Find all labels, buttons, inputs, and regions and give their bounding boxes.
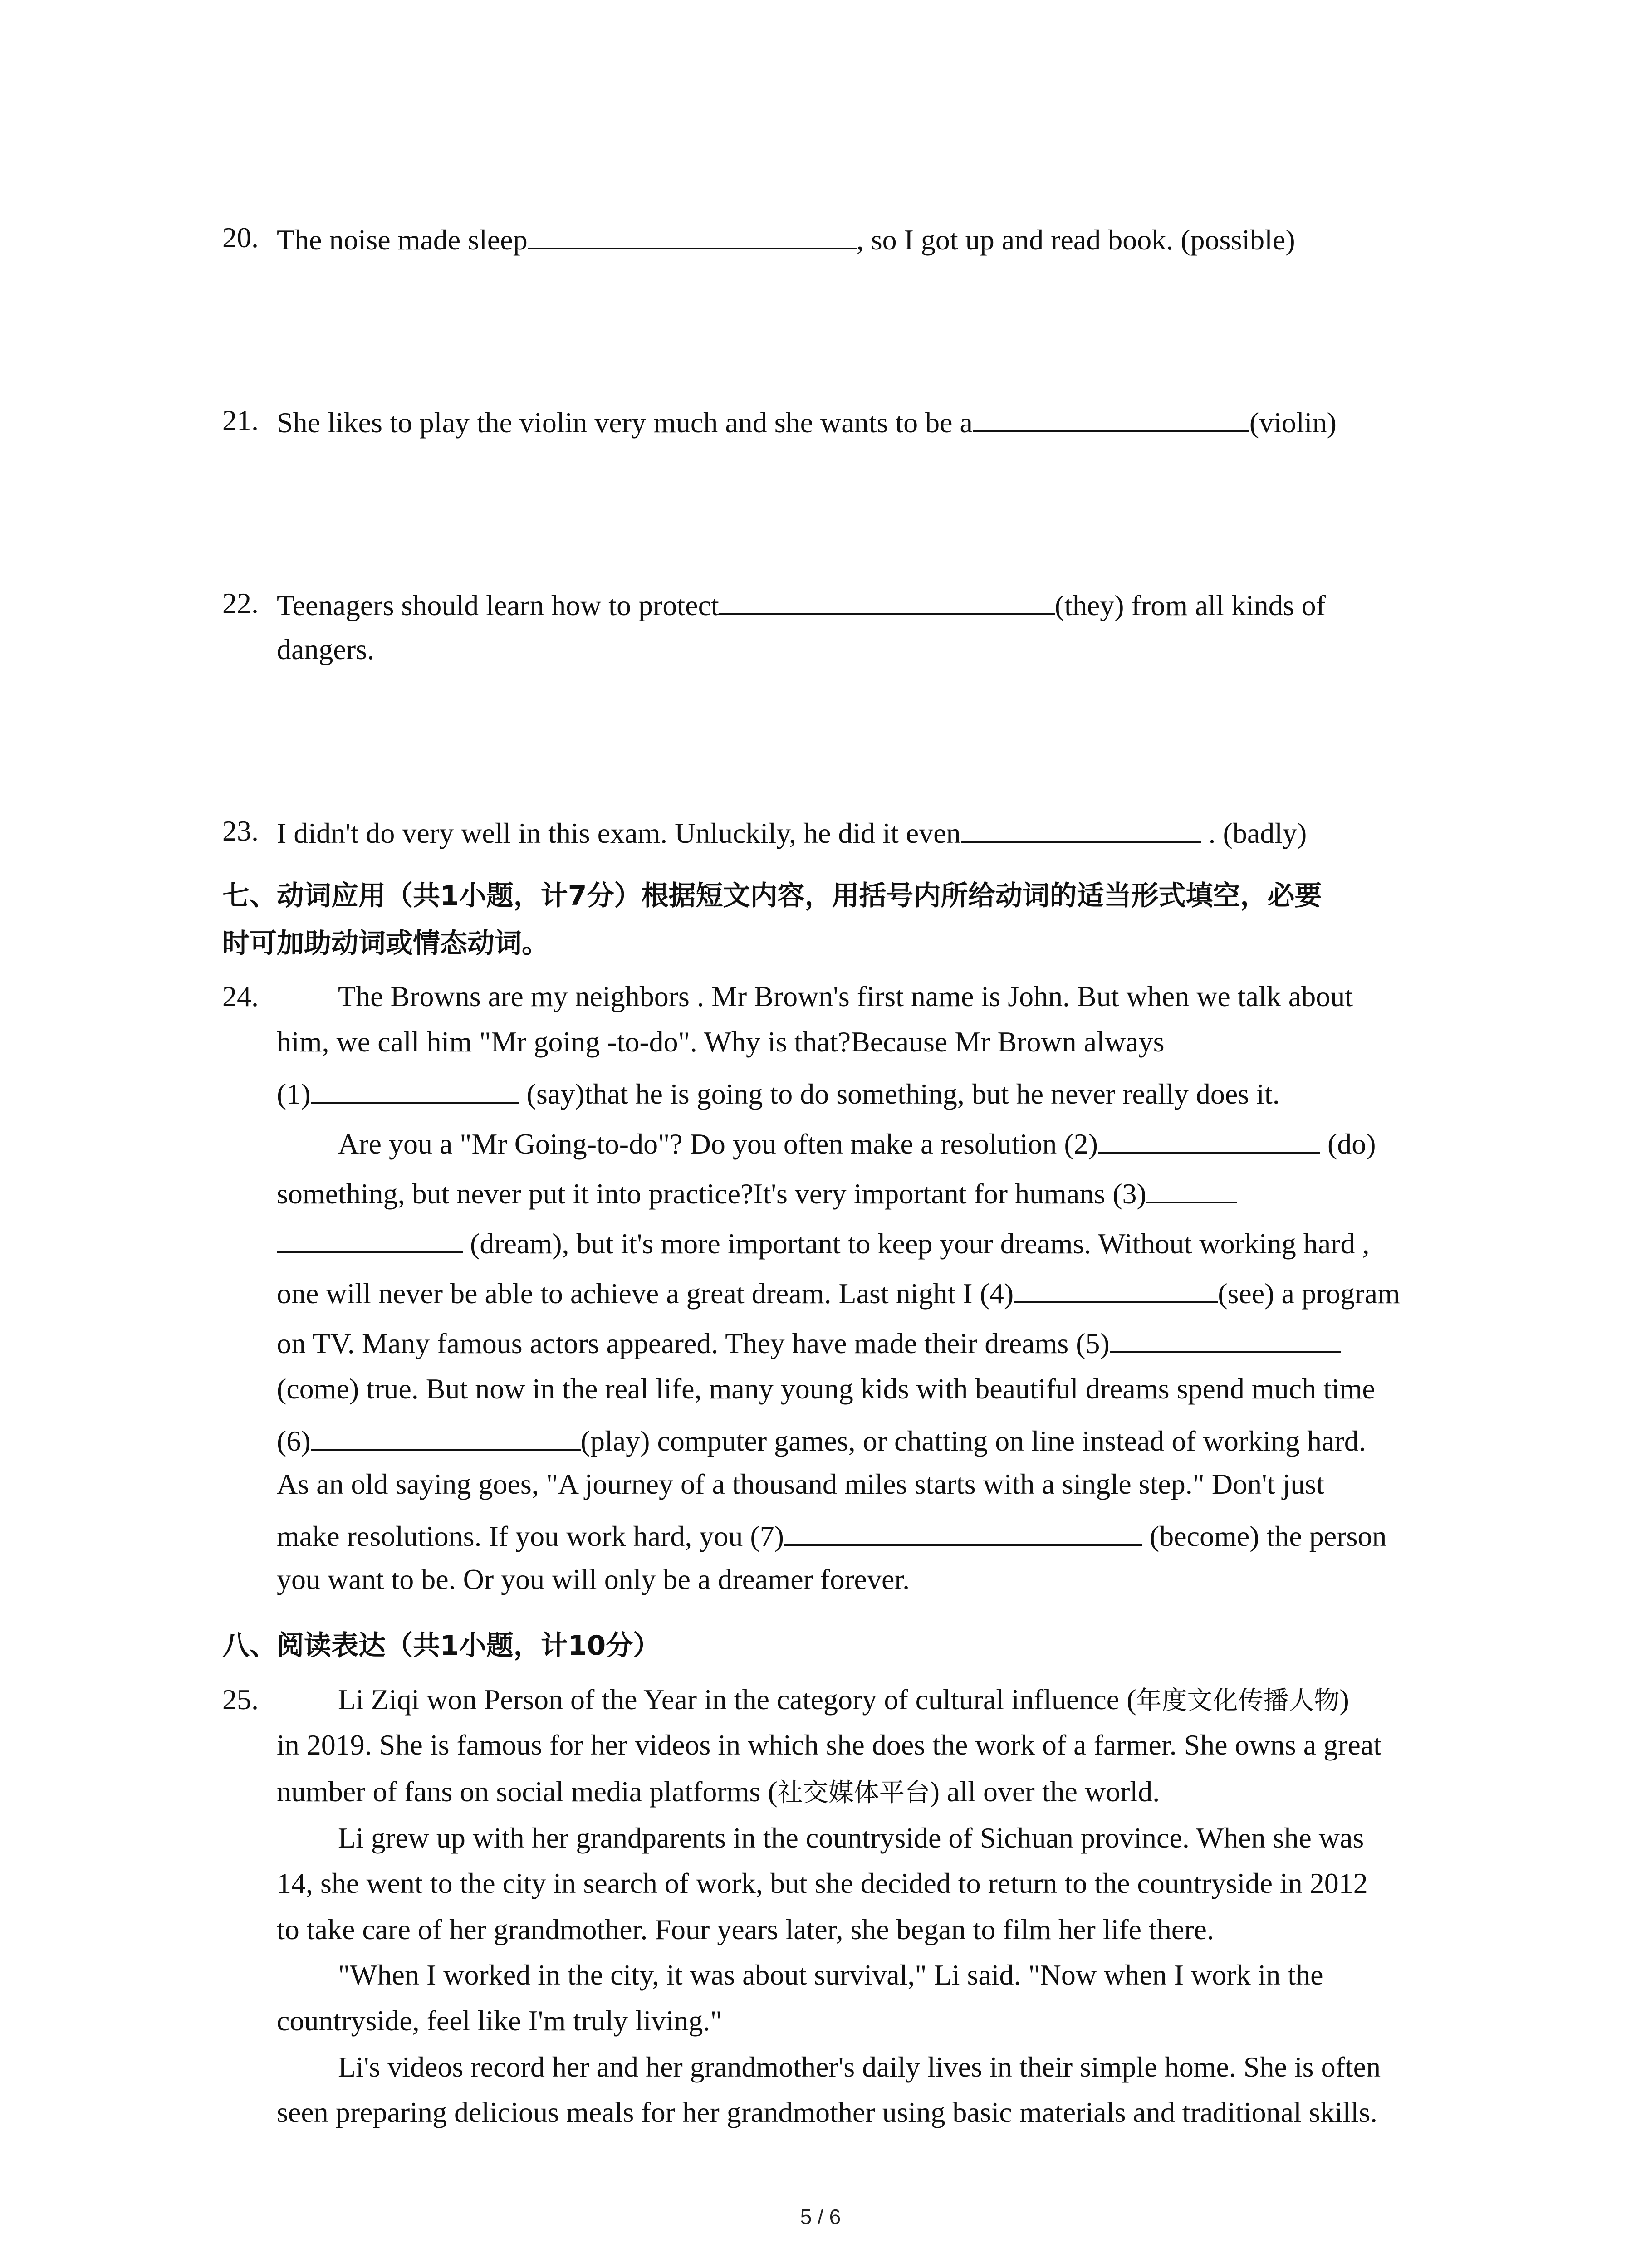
question-20 — [277, 223, 1295, 254]
passage-line — [277, 1177, 1237, 1208]
answer-blank-7[interactable] — [784, 1520, 1142, 1546]
answer-blank[interactable] — [973, 406, 1249, 432]
passage-text: (dream), but it's more important to keep your dreams. Without working hard , — [463, 1227, 1370, 1260]
passage-line — [277, 1227, 1369, 1258]
question-number: 20. — [222, 221, 259, 254]
passage-line — [277, 1777, 1160, 1806]
question-text: , so I got up and read book. (possible) — [856, 224, 1295, 256]
passage-text: (do) — [1320, 1128, 1376, 1160]
passage-line: The Browns are my neighbors . Mr Brown's first name is John. But when we talk about — [338, 980, 1353, 1012]
chinese-gloss: 年度文化传播人物 — [1136, 1686, 1340, 1716]
passage-line: As an old saying goes, "A journey of a thousand miles starts with a single step." Don't just — [277, 1468, 1324, 1500]
passage-text: number of fans on social media platforms ( — [277, 1775, 778, 1808]
question-text: dangers. — [277, 633, 375, 665]
passage-text: Li Ziqi won Person of the Year in the category of cultural influence ( — [338, 1683, 1136, 1716]
passage-text: something, but never put it into practice?It's very important for humans (3) — [277, 1178, 1146, 1210]
passage-line: 14, she went to the city in search of work, but she decided to return to the countryside in 2012 — [277, 1867, 1368, 1899]
answer-blank-1[interactable] — [311, 1077, 519, 1104]
page-number: 5 / 6 — [800, 2205, 841, 2229]
passage-line — [338, 1685, 1349, 1714]
answer-blank-3-cont[interactable] — [277, 1227, 463, 1253]
passage-line — [277, 1077, 1280, 1109]
blank-label: (1) — [277, 1078, 311, 1110]
answer-blank[interactable] — [961, 816, 1201, 843]
passage-text: make resolutions. If you work hard, you (7) — [277, 1520, 784, 1552]
question-23 — [277, 816, 1307, 848]
passage-line: to take care of her grandmother. Four years later, she began to film her life there. — [277, 1913, 1214, 1945]
answer-blank-6[interactable] — [311, 1424, 581, 1451]
question-text: (violin) — [1249, 406, 1337, 439]
passage-line: "When I worked in the city, it was about survival," Li said. "Now when I work in the — [338, 1959, 1323, 1991]
passage-line — [338, 1127, 1376, 1158]
question-text: (they) from all kinds of — [1054, 589, 1326, 621]
answer-blank[interactable] — [528, 223, 857, 249]
question-number: 21. — [222, 404, 259, 436]
question-text: The noise made sleep — [277, 224, 528, 256]
passage-line: Li's videos record her and her grandmother's daily lives in their simple home. She is often — [338, 2051, 1381, 2083]
passage-line: seen preparing delicious meals for her grandmother using basic materials and traditional skills. — [277, 2096, 1377, 2128]
answer-blank-4[interactable] — [1014, 1277, 1218, 1303]
passage-text: on TV. Many famous actors appeared. They have made their dreams (5) — [277, 1327, 1110, 1359]
answer-blank-2[interactable] — [1098, 1127, 1320, 1154]
passage-line: (come) true. But now in the real life, many young kids with beautiful dreams spend much time — [277, 1373, 1375, 1405]
question-text: . (badly) — [1201, 817, 1307, 849]
chinese-gloss: 社交媒体平台 — [777, 1778, 930, 1808]
passage-text: Are you a "Mr Going-to-do"? Do you often make a resolution (2) — [338, 1128, 1098, 1160]
question-number: 22. — [222, 587, 259, 619]
passage-line — [277, 1520, 1386, 1551]
passage-line: you want to be. Or you will only be a dreamer forever. — [277, 1563, 910, 1595]
passage-line — [277, 1327, 1341, 1358]
question-22 — [277, 589, 1326, 620]
question-text: Teenagers should learn how to protect — [277, 589, 719, 621]
question-text: She likes to play the violin very much and she wants to be a — [277, 406, 973, 439]
blank-label: (6) — [277, 1425, 311, 1457]
question-text: I didn't do very well in this exam. Unluckily, he did it even — [277, 817, 961, 849]
section-heading: 八、阅读表达（共1小题，计10分） — [222, 1630, 661, 1662]
passage-text: ) — [1339, 1683, 1349, 1716]
question-number: 25. — [222, 1683, 259, 1716]
passage-line — [277, 1277, 1400, 1308]
passage-text: one will never be able to achieve a great dream. Last night I (4) — [277, 1277, 1014, 1310]
passage-text: (become) the person — [1142, 1520, 1387, 1552]
passage-line: countryside, feel like I'm truly living." — [277, 2004, 722, 2037]
passage-text: (say)that he is going to do something, but he never really does it. — [519, 1078, 1280, 1110]
question-21 — [277, 406, 1337, 437]
answer-blank-5[interactable] — [1110, 1327, 1341, 1353]
passage-line: him, we call him "Mr going -to-do". Why is that?Because Mr Brown always — [277, 1026, 1165, 1058]
passage-line: Li grew up with her grandparents in the countryside of Sichuan province. When she was — [338, 1822, 1364, 1854]
question-number: 24. — [222, 980, 259, 1012]
passage-line — [277, 1424, 1366, 1456]
question-number: 23. — [222, 815, 259, 847]
answer-blank-3[interactable] — [1146, 1177, 1237, 1203]
passage-line: in 2019. She is famous for her videos in which she does the work of a farmer. She owns a great — [277, 1729, 1381, 1761]
passage-text: ) all over the world. — [930, 1775, 1160, 1808]
passage-text: (see) a program — [1218, 1277, 1400, 1310]
section-heading: 时可加助动词或情态动词。 — [222, 928, 549, 959]
passage-text: (play) computer games, or chatting on line instead of working hard. — [580, 1425, 1366, 1457]
section-heading: 七、动词应用（共1小题，计7分）根据短文内容，用括号内所给动词的适当形式填空，必要 — [222, 880, 1322, 912]
answer-blank[interactable] — [719, 589, 1055, 615]
